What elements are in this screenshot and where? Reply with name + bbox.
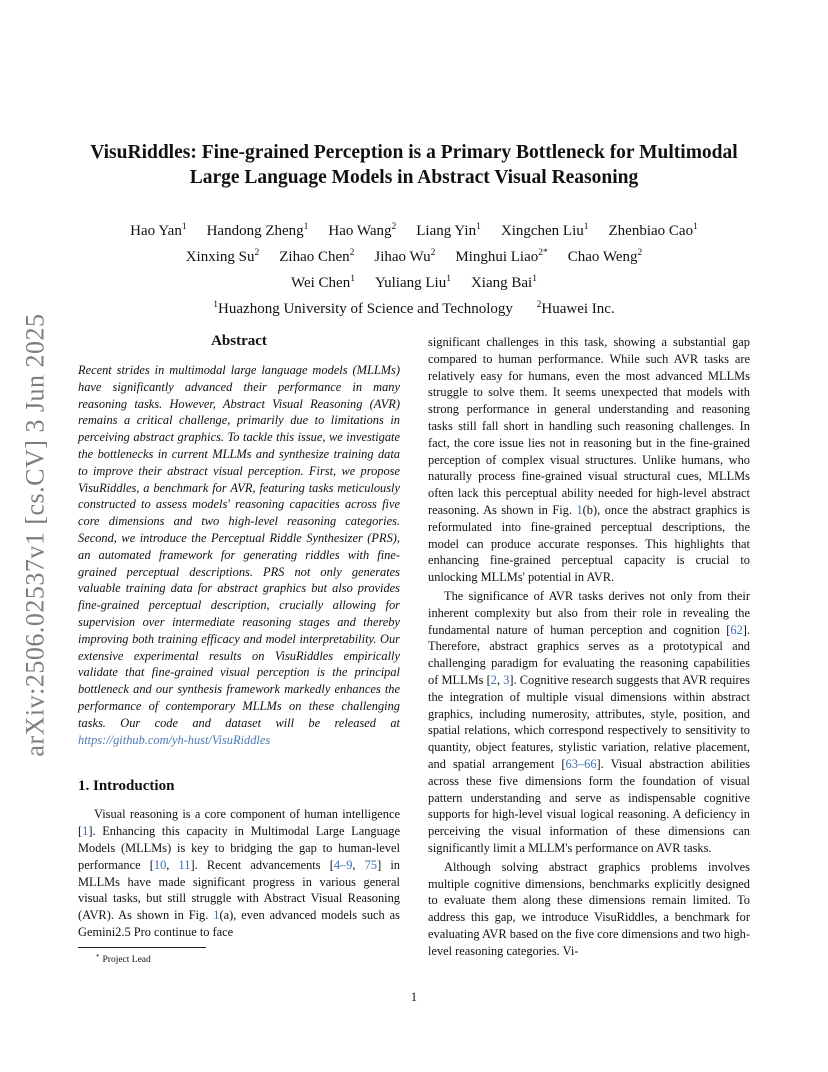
author-name: Xiang Bai	[470, 275, 533, 291]
body-paragraph-3: Although solving abstract graphics problems involves multiple cognitive dimensions, benchmarks explicitly designed to evaluate them along these dimensions remain limited. To address this gap, we introduce VisuRiddles, a benchmark for evaluating AVR based on the five core dimensions and two high-level reasoning categories. Vi-	[428, 859, 750, 958]
affiliation-mark: 1	[583, 222, 589, 232]
affiliation-mark: 2	[637, 248, 643, 258]
author-name: Zhenbiao Cao	[608, 223, 694, 239]
paragraph-text: significant challenges in this task, showing a substantial gap compared to human performance. While such AVR tasks are relatively easy for humans, even the most advanced MLLMs struggle to solve them. It seems unexpected that models with strong performance in general understanding and reasoning tasks still fall short in handling such reasoning challenges. In fact, the core issue lies not in reasoning but in the fine-grained perception of complex visual structures. Unlike humans, who naturally process fine-grained visual structural cues, MLLMs often lack this perceptual ability needed for high-level abstract reasoning. As shown in Fig.	[428, 335, 750, 517]
author-line-3	[80, 268, 748, 294]
paragraph-text: ]. Cognitive research suggests that AVR requires the integration of multiple visual dimensions within abstract graphics, including numerosity, attributes, style, position, and spatial relations, which correspond respectively to sensitivity to quantity, object features, stylistic variation, relative placement, and spatial arrangement [	[428, 672, 750, 771]
code-link[interactable]: https://github.com/yh-hust/VisuRiddles	[78, 732, 271, 747]
affiliation-mark: 1	[350, 274, 355, 284]
paragraph-text: (a), even advanced models such as Gemini2.5 Pro continue to face	[78, 908, 400, 939]
citation-link[interactable]: 3	[503, 672, 510, 687]
author-name: Hao Yan	[130, 223, 182, 239]
affiliation-mark: 2	[536, 300, 542, 310]
paragraph-text: ]. Therefore, abstract graphics serves as a prototypical and challenging paradigm for evaluating the reasoning capabilities of MLLMs [	[428, 622, 750, 687]
affiliation-mark: 1	[693, 222, 698, 232]
author	[130, 216, 186, 242]
author-name: Chao Weng	[567, 249, 638, 265]
author-name: Yuliang Liu	[374, 275, 447, 291]
author-name: Xingchen Liu	[500, 223, 584, 239]
author	[328, 216, 396, 242]
abstract-body-text: Recent strides in multimodal large language models (MLLMs) have significantly advanced their performance in many reasoning tasks. However, Abstract Visual Reasoning (AVR) remains a critical challenge, primarily due to limitations in perceiving abstract graphics. To tackle this issue, we investigate the bottlenecks in current MLLMs and synthesize training data to improve their abstract visual perception. First, we propose VisuRiddles, a benchmark for AVR, featuring tasks meticulously constructed to assess models' reasoning capacities across five core dimensions and two high-level reasoning categories. Second, we introduce the Perceptual Riddle Synthesizer (PRS), an automated framework for generating riddles with fine-grained perceptual descriptions. PRS not only generates valuable training data for abstract graphics but also provides fine-grained perceptual description, crucially allowing for supervision over intermediate reasoning stages and thereby improving both training efficacy and model interpretability. Our extensive experimental results on VisuRiddles empirically validate that fine-grained visual perception is the principal bottleneck and our synthesis framework markedly enhances the performance of contemporary MLLMs on these challenging tasks. Our code and dataset will be released at	[78, 363, 400, 730]
affiliation-mark: 1	[476, 222, 481, 232]
author-line-2	[80, 242, 748, 268]
abstract-text	[78, 362, 400, 748]
author-name: Xinxing Su	[185, 249, 255, 265]
intro-paragraph-1	[78, 806, 400, 940]
footnote-mark: *	[96, 953, 100, 961]
author	[416, 216, 481, 242]
paragraph-text: ,	[352, 857, 365, 872]
left-column	[78, 330, 400, 941]
author-name: Handong Zheng	[206, 223, 304, 239]
title-line-1: VisuRiddles: Fine-grained Perception is a Primary Bottleneck for Multimodal	[90, 142, 738, 163]
citation-link[interactable]: 10	[153, 857, 167, 872]
citation-link[interactable]: 63–66	[565, 756, 597, 771]
paragraph-text: ]. Enhancing this capacity in Multimodal Large Language Models (MLLMs) is key to bridging the gap to human-level performance [	[78, 824, 400, 872]
paragraph-text: ,	[166, 857, 179, 872]
page-number: 1	[410, 990, 418, 1004]
affiliation-mark: 2*	[538, 248, 548, 258]
affiliation-name: Huawei Inc.	[541, 301, 615, 317]
author	[375, 268, 451, 294]
author	[609, 216, 698, 242]
arxiv-stamp-text: arXiv:2506.02537v1 [cs.CV] 3 Jun 2025	[21, 313, 51, 757]
author-name: Hao Wang	[328, 223, 392, 239]
author	[279, 242, 354, 268]
citation-link[interactable]: 62	[730, 622, 743, 637]
section-heading-introduction: 1. Introduction	[78, 778, 175, 795]
footnote-rule	[78, 947, 206, 948]
paragraph-text: ]. Visual abstraction abilities across these five dimensions form the foundation of visual pattern understanding and serve as indispensable cognitive supports for high-level visual logical reasoning. A deficiency in perceiving the visual information of these dimensions can significantly limit a MLLM's performance on AVR tasks.	[428, 756, 750, 855]
author-line-1	[80, 216, 748, 242]
author	[291, 268, 355, 294]
title-line-2: Large Language Models in Abstract Visual Reasoning	[189, 167, 639, 188]
author	[374, 242, 435, 268]
author	[455, 242, 547, 268]
citation-link[interactable]: 1	[213, 908, 220, 923]
affiliation-mark: 2	[430, 248, 436, 258]
paper-title	[80, 140, 748, 190]
citation-link[interactable]: 11	[178, 857, 191, 872]
body-paragraph-1	[428, 334, 750, 586]
author-name: Zihao Chen	[279, 249, 350, 265]
affiliation-mark: 1	[303, 222, 309, 232]
author	[186, 242, 260, 268]
citation-link[interactable]: 4–9	[333, 857, 353, 872]
author	[501, 216, 589, 242]
affiliation	[213, 294, 513, 320]
affiliation-mark: 1	[532, 274, 537, 284]
affiliation-mark: 1	[446, 274, 451, 284]
affiliation	[537, 294, 615, 320]
author-block	[80, 216, 748, 320]
author	[207, 216, 309, 242]
author-name: Wei Chen	[291, 275, 351, 291]
footnote-text: Project Lead	[102, 955, 151, 965]
right-column	[428, 334, 750, 959]
author-name: Liang Yin	[416, 223, 477, 239]
citation-link[interactable]: 1	[82, 824, 89, 839]
affiliation-name: Huazhong University of Science and Technology	[218, 301, 513, 317]
affiliation-mark: 2	[254, 248, 260, 258]
body-paragraph-2	[428, 588, 750, 857]
footnote	[96, 951, 151, 967]
author-name: Jihao Wu	[374, 249, 431, 265]
abstract-heading: Abstract	[211, 333, 267, 349]
arxiv-stamp	[10, 305, 62, 765]
paragraph-text: ,	[496, 672, 504, 687]
author-name: Minghui Liao	[455, 249, 539, 265]
affiliation-mark: 2	[349, 248, 355, 258]
paragraph-text: ]. Recent advancements [	[190, 857, 334, 872]
paragraph-text: The significance of AVR tasks derives not only from their inherent complexity but also from their role in revealing the fundamental nature of human perception and cognition [	[428, 588, 750, 637]
author	[568, 242, 643, 268]
affiliation-mark: 2	[391, 222, 397, 232]
citation-link[interactable]: 2	[490, 672, 497, 687]
paragraph-text: Visual reasoning is a core component of human intelligence [	[78, 807, 400, 839]
paragraph-text: (b), once the abstract graphics is reformulated into fine-grained perceptual descriptions, the model can produce accurate responses. This highlights that enhancing fine-grained perceptual capacity is crucial to unlocking MLLMs' potential in AVR.	[428, 502, 750, 585]
affiliation-mark: 1	[213, 300, 219, 310]
citation-link[interactable]: 1	[576, 502, 583, 517]
affiliation-line	[80, 294, 748, 320]
author	[471, 268, 537, 294]
affiliation-mark: 1	[181, 222, 187, 232]
citation-link[interactable]: 75	[364, 857, 378, 872]
paragraph-text: ] in MLLMs have made significant progress in various general visual tasks, but still struggle with Abstract Visual Reasoning (AVR). As shown in Fig.	[78, 857, 400, 923]
